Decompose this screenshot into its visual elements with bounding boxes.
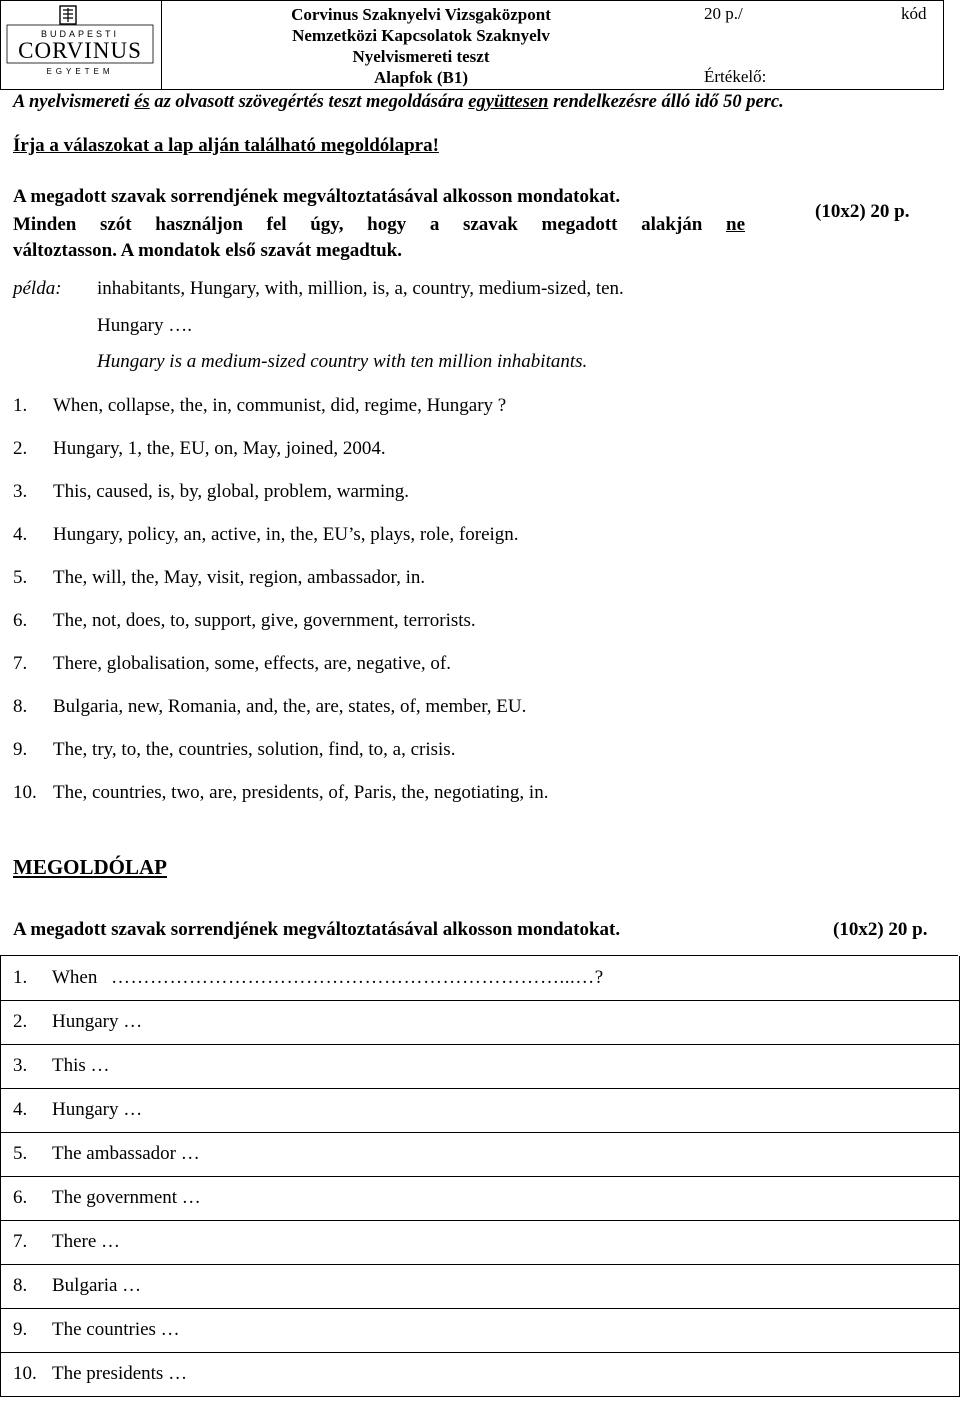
time-text-1: A nyelvismereti [13,92,135,112]
answer-row[interactable] [0,1220,960,1265]
answer-row-number: 9. [13,1319,28,1340]
header-center-line-4: Alapfok (B1) [374,68,468,87]
exam-header [0,0,944,90]
header-center-line-2: Nemzetközi Kapcsolatok Szaknyelv [292,26,550,45]
example-label: példa: [13,278,62,299]
task-instruction-line-2 [13,214,745,236]
answer-row-start: The ambassador … [52,1143,200,1164]
answer-row[interactable] [0,1264,960,1309]
logo-bottom-text: EGYETEM [46,67,114,76]
task-item-text: Bulgaria, new, Romania, and, the, are, states, of, member, EU. [53,696,527,717]
task-item-text: The, try, to, the, countries, solution, find, to, a, crisis. [53,739,456,760]
answer-row-start: Hungary … [52,1099,143,1120]
task-item-number: 1. [13,395,28,416]
task-item-text: The, countries, two, are, presidents, of, Paris, the, negotiating, in. [53,782,549,803]
time-text-3: rendelkezésre álló idő 50 perc. [548,92,784,112]
answer-row-start: Hungary … [52,1011,143,1032]
logo-graphic [5,4,155,84]
task-ne-word: ne [726,214,746,235]
answer-row-number: 8. [13,1275,28,1296]
answer-row-start: This … [52,1055,110,1076]
example-answer: Hungary is a medium-sized country with ten million inhabitants. [97,351,588,372]
task-score: (10x2) 20 p. [815,201,910,222]
task-instruction-line-3: változtasson. A mondatok első szavát megadtuk. [13,240,402,261]
answer-row[interactable] [0,1088,960,1133]
answer-row-start: Bulgaria … [52,1275,142,1296]
answer-sheet-score: (10x2) 20 p. [833,919,928,940]
points-field: 20 p./ [704,4,743,23]
task-item-number: 2. [13,438,28,459]
answer-row[interactable] [0,1176,960,1221]
answer-row-dots: ……………………………………………………………...…? [111,967,604,988]
grader-field: Értékelő: [704,67,767,86]
task-instruction-line-1: A megadott szavak sorrendjének megváltoztatásával alkosson mondatokat. [13,186,621,207]
answer-row[interactable] [0,1352,960,1397]
example-start: Hungary …. [97,315,192,336]
code-field: kód [901,4,927,23]
task-item-text: Hungary, 1, the, EU, on, May, joined, 2004. [53,438,386,459]
answer-row[interactable] [0,956,960,1001]
answer-row[interactable] [0,1000,960,1045]
task-item-text: When, collapse, the, in, communist, did, regime, Hungary ? [53,395,507,416]
header-center-line-3: Nyelvismereti teszt [352,47,490,66]
task-item-number: 10. [13,782,37,803]
task-item-number: 5. [13,567,28,588]
example-words: inhabitants, Hungary, with, million, is, a, country, medium-sized, ten. [97,278,624,299]
answer-row-start: The presidents … [52,1363,188,1384]
time-text-egyutt: együttesen [468,92,549,112]
logo-top-text: BUDAPESTI [40,29,120,39]
task-item-number: 8. [13,696,28,717]
task-item-number: 3. [13,481,28,502]
answer-sheet-instruction-line: A megadott szavak sorrendjének megváltoztatásával alkosson mondatokat. [13,919,621,940]
answer-row-number: 5. [13,1143,28,1164]
task-item-text: The, will, the, May, visit, region, ambassador, in. [53,567,426,588]
task-line-2-text: Minden szót használjon fel úgy, hogy a szavak megadott alakján [13,214,703,235]
answer-sheet-title: MEGOLDÓLAP [13,855,168,879]
answer-row-number: 1. [13,967,28,988]
answer-row-number: 3. [13,1055,28,1076]
corvinus-logo [5,4,155,84]
header-divider [161,1,162,89]
answer-row[interactable] [0,1044,960,1089]
answer-row-start: The government … [52,1187,201,1208]
time-text-2: az olvasott szövegértés teszt megoldására [149,92,469,112]
answer-sheet-instruction: Írja a válaszokat a lap alján található megoldólapra! [13,135,439,156]
answer-row-number: 7. [13,1231,28,1252]
task-item-text: This, caused, is, by, global, problem, warming. [53,481,410,502]
task-item-number: 6. [13,610,28,631]
answer-row-number: 10. [13,1363,37,1384]
answer-row-number: 6. [13,1187,28,1208]
task-item-text: Hungary, policy, an, active, in, the, EU’s, plays, role, foreign. [53,524,519,545]
task-item-number: 9. [13,739,28,760]
task-item-number: 4. [13,524,28,545]
answer-row[interactable] [0,1308,960,1353]
task-item-number: 7. [13,653,28,674]
answer-row-number: 2. [13,1011,28,1032]
answer-grid [0,955,958,1384]
time-text-es: és [134,92,150,112]
task-item-text: The, not, does, to, support, give, government, terrorists. [53,610,476,631]
header-center-line-1: Corvinus Szaknyelvi Vizsgaközpont [291,5,551,24]
answer-row-start: There … [52,1231,121,1252]
answer-row-start: The countries … [52,1319,180,1340]
time-instruction [13,92,784,113]
logo-main-text: CORVINUS [18,38,142,63]
task-item-text: There, globalisation, some, effects, are, negative, of. [53,653,451,674]
answer-row-start: When [52,967,98,988]
answer-row-number: 4. [13,1099,28,1120]
answer-row[interactable] [0,1132,960,1177]
